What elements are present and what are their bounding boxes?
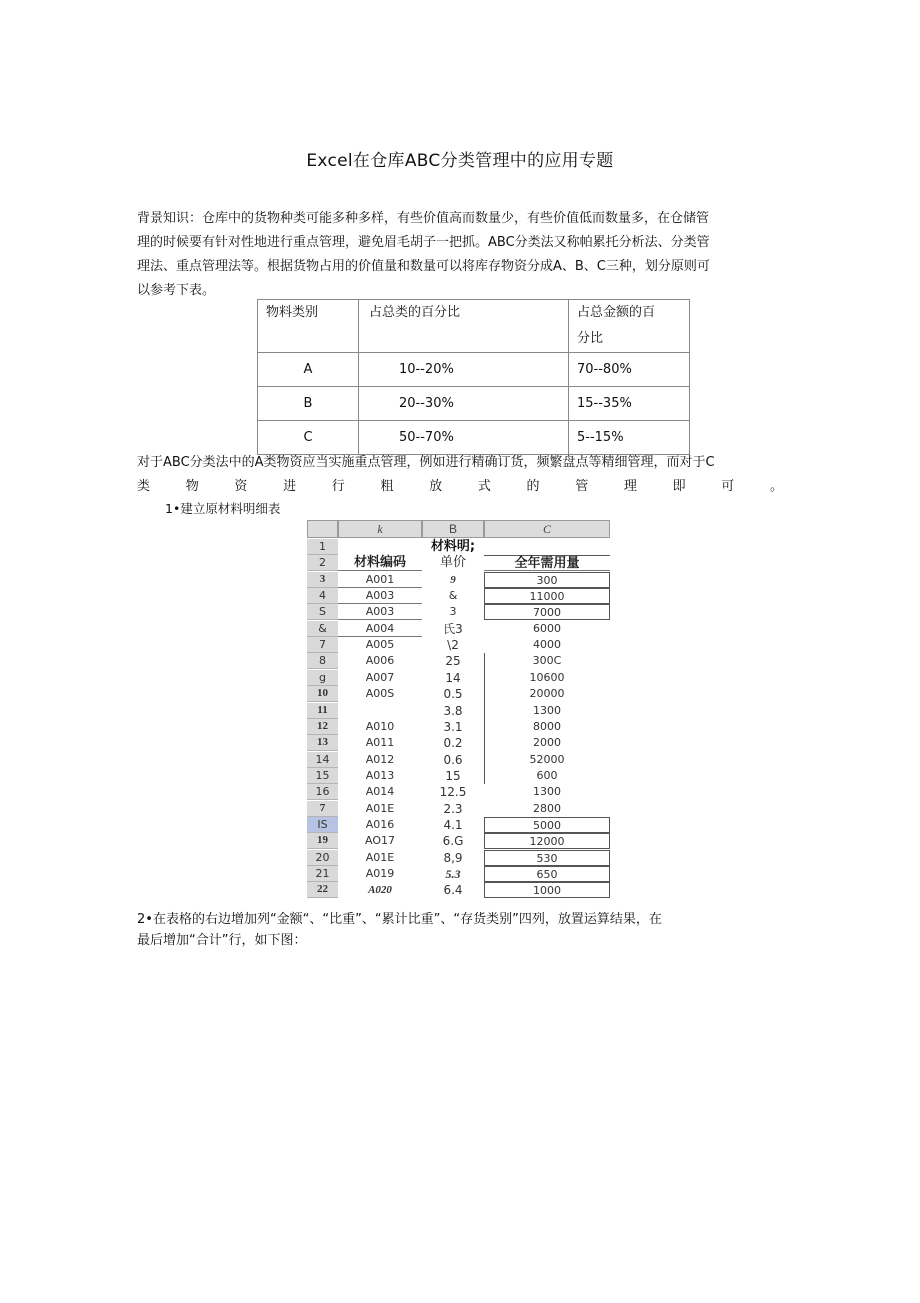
row-header[interactable]: 11 [307,703,338,719]
justified-char: 。 [769,479,783,494]
material-code-cell[interactable]: A010 [365,719,395,733]
annual-demand-cell[interactable]: 5000 [484,817,610,833]
unit-price-cell[interactable]: 氏3 [443,621,463,636]
justified-char: 进 [283,479,297,494]
annual-demand-cell[interactable]: 650 [484,866,610,882]
annual-demand-cell[interactable]: 4000 [533,638,561,652]
material-code-cell[interactable]: A014 [365,785,395,799]
row-header[interactable]: 15 [307,768,338,784]
sheet-corner [307,520,338,538]
annual-demand-cell[interactable]: 7000 [484,604,610,620]
material-code-cell[interactable]: A013 [365,768,395,782]
paragraph-line: 对于ABC分类法中的A类物资应当实施重点管理，例如进行精确订货，频繁盘点等精细管理，而对于C [137,455,715,470]
header-amount-percentage: 占总金额的百 分比 [569,300,690,353]
unit-price-cell[interactable]: 3 [449,605,457,619]
justified-char: 即 [672,479,686,494]
unit-price-cell[interactable]: 5.3 [445,867,461,881]
annual-demand-cell[interactable]: 1300 [533,785,561,799]
paragraph-line: 2•在表格的右边增加列“金额“、“比重”、“累计比重”、“存货类别”四列，放置运算结果，在 [137,912,662,927]
annual-demand-cell[interactable]: 600 [536,768,558,782]
item-percentage-cell: 10--20% [359,353,569,387]
row-header[interactable]: 21 [307,866,338,882]
amount-percentage-cell: 70--80% [569,353,690,387]
justified-char: 物 [185,479,199,494]
material-code-cell[interactable]: A003 [338,604,422,620]
row-header[interactable]: 4 [307,588,338,604]
row-header[interactable]: 8 [307,653,338,669]
header-item-percentage: 占总类的百分比 [359,300,569,353]
justified-char: 理 [623,479,637,494]
item-percentage-cell: 50--70% [359,421,569,455]
paragraph-line: 以参考下表。 [137,283,216,298]
material-code-cell[interactable]: A005 [365,638,395,652]
header-category: 物料类别 [258,300,359,353]
justified-char: 式 [477,479,491,494]
after-table-paragraph [137,451,783,499]
row-header[interactable]: 3 [307,572,338,588]
material-code-cell[interactable]: A001 [338,572,422,588]
header-annual-demand[interactable]: 全年需用量 [484,555,610,571]
unit-price-cell[interactable]: \2 [447,638,459,653]
row-header[interactable]: 16 [307,784,338,800]
annual-demand-cell[interactable]: 6000 [533,621,561,635]
unit-price-cell[interactable]: 15 [445,768,461,783]
material-code-cell[interactable]: A012 [365,752,395,766]
row-header[interactable]: 10 [307,686,338,702]
row-header[interactable]: & [307,621,338,637]
material-code-cell[interactable] [338,703,422,719]
justified-char: 的 [526,479,540,494]
annual-demand-cell[interactable]: 1000 [484,882,610,898]
annual-demand-cell[interactable]: 10600 [529,670,565,684]
row-header[interactable]: 20 [307,850,338,866]
row-header[interactable]: IS [307,817,338,833]
paragraph-line-justified [137,475,783,499]
table-row [258,421,690,455]
annual-demand-cell[interactable]: 8000 [533,719,561,733]
unit-price-cell[interactable]: 2.3 [443,801,463,816]
row-header[interactable]: g [307,670,338,686]
material-code-cell[interactable]: A007 [365,670,395,684]
column-header-b: B [422,520,484,538]
page-title: Excel在仓库ABC分类管理中的应用专题 [306,151,614,171]
material-code-cell[interactable]: A01E [365,850,395,864]
unit-price-cell[interactable]: 6.G [442,834,464,849]
material-code-cell[interactable]: A00S [365,687,395,701]
row-header[interactable]: 7 [307,637,338,653]
annual-demand-cell[interactable]: 52000 [529,752,565,766]
row-header[interactable]: 14 [307,752,338,768]
step-2-paragraph [137,909,783,951]
justified-char: 可 [721,479,735,494]
table-header-row [258,300,690,353]
unit-price-cell[interactable]: 4.1 [443,817,463,832]
justified-char: 管 [575,479,589,494]
material-code-cell[interactable]: AO17 [365,834,395,848]
table-row [258,353,690,387]
annual-demand-cell[interactable]: 12000 [484,833,610,849]
unit-price-cell[interactable]: 8,9 [443,850,463,865]
column-header-a: k [338,520,422,538]
category-cell: C [258,421,359,455]
sheet-title-cell: 材料明; [430,539,476,554]
material-code-cell[interactable]: A016 [365,817,395,831]
row-header[interactable]: 7 [307,801,338,817]
justified-char: 行 [331,479,345,494]
row-header[interactable]: 22 [307,882,338,898]
material-code-cell[interactable]: A020 [368,884,392,897]
paragraph-line: 背景知识：仓库中的货物种类可能多种多样，有些价值高而数量少，有些价值低而数量多，在仓储管 [137,211,710,226]
material-code-cell[interactable]: A01E [365,801,395,815]
justified-char: 粗 [380,479,394,494]
unit-price-cell[interactable]: 0.6 [443,752,463,767]
step-1-heading: 1•建立原材料明细表 [165,501,281,516]
row-header[interactable]: S [307,604,338,620]
unit-price-cell[interactable]: 3.8 [443,703,463,718]
justified-char: 资 [234,479,248,494]
justified-char: 类 [137,479,151,494]
unit-price-cell[interactable]: 14 [445,670,461,685]
annual-demand-cell[interactable]: 1300 [533,703,561,717]
unit-price-cell[interactable]: 3.1 [443,719,463,734]
unit-price-cell[interactable]: 9 [450,573,456,586]
justified-char: 放 [429,479,443,494]
row-header[interactable]: 2 [307,555,338,571]
material-code-cell[interactable]: A003 [338,588,422,604]
amount-percentage-cell: 5--15% [569,421,690,455]
paragraph-line: 理法、重点管理法等。根据货物占用的价值量和数量可以将库存物资分成A、B、C三种，划分原则可 [137,259,710,274]
paragraph-line: 理的时候要有针对性地进行重点管理，避免眉毛胡子一把抓。ABC分类法又称帕累托分析法、分类管 [137,235,710,250]
abc-classification-table [257,299,690,455]
row-header[interactable]: 13 [307,735,338,751]
annual-demand-cell[interactable]: 2800 [533,801,561,815]
annual-demand-cell[interactable]: 300C [532,654,562,668]
unit-price-cell[interactable]: 0.5 [443,687,463,702]
annual-demand-cell[interactable]: 530 [484,850,610,866]
paragraph-line: 最后增加“合计”行，如下图： [137,933,307,948]
annual-demand-cell[interactable]: 11000 [484,588,610,604]
column-divider [484,653,485,784]
unit-price-cell[interactable]: 12.5 [439,785,467,800]
row-header[interactable]: 1 [307,539,338,555]
unit-price-cell[interactable]: & [448,589,458,603]
unit-price-cell[interactable]: 25 [445,654,461,669]
annual-demand-cell[interactable]: 2000 [533,736,561,750]
row-header[interactable]: 12 [307,719,338,735]
header-unit-price[interactable]: 单价 [439,555,466,571]
background-paragraph [137,207,783,303]
annual-demand-cell[interactable]: 20000 [529,687,565,701]
material-code-cell[interactable]: A011 [365,736,395,750]
material-code-cell[interactable]: A006 [365,654,395,668]
unit-price-cell[interactable]: 0.2 [443,736,463,751]
item-percentage-cell: 20--30% [359,387,569,421]
unit-price-cell[interactable]: 6.4 [443,883,463,898]
amount-percentage-cell: 15--35% [569,387,690,421]
column-header-c: C [484,520,610,538]
category-cell: B [258,387,359,421]
category-cell: A [258,353,359,387]
header-material-code[interactable]: 材料编码 [338,555,422,571]
material-code-cell[interactable]: A004 [338,621,422,637]
spreadsheet-screenshot [307,520,610,901]
table-row [258,387,690,421]
material-code-cell[interactable]: A019 [365,867,395,880]
row-header[interactable]: 19 [307,833,338,849]
annual-demand-cell[interactable]: 300 [484,572,610,588]
